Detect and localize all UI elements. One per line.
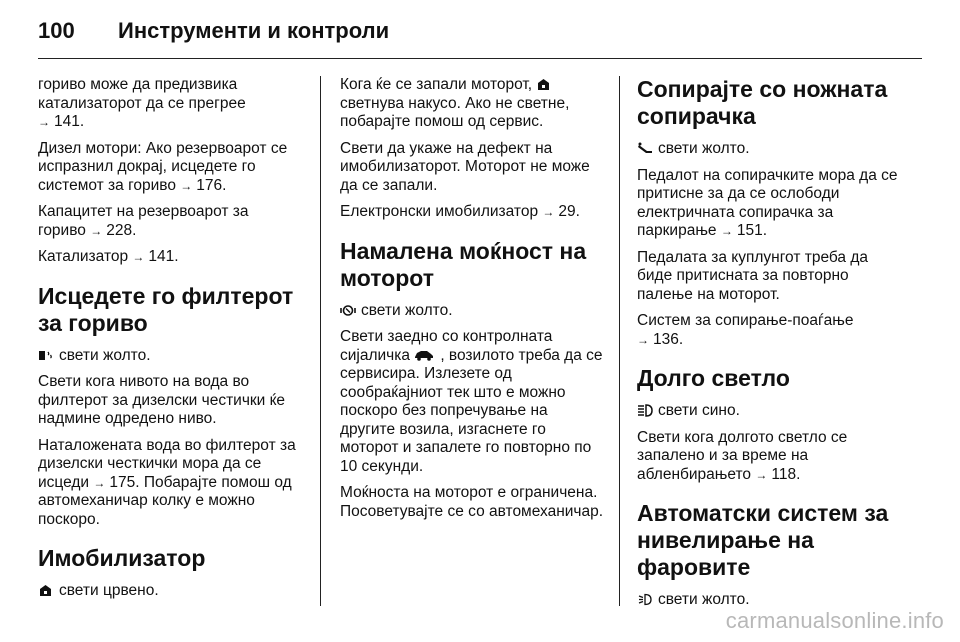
paragraph: Педалот на сопирачките мора да се притисне за да се ослободи електричната сопирачка за паркирање → 151. <box>637 167 903 241</box>
paragraph: Свети да укаже на дефект на имобилизаторот. Моторот не може да се запали. <box>340 139 590 194</box>
page-reference: → 29. <box>542 203 580 220</box>
column-2 <box>340 76 606 529</box>
paragraph: Моќноста на моторот е ограничена. Посоветувајте се со автомеханичар. <box>340 484 604 520</box>
page-reference: → 141. <box>132 248 178 265</box>
paragraph: Систем за сопирање-поаѓање → 136. <box>637 312 903 349</box>
paragraph: Педалата за куплунгот треба да биде притисната за повторно палење на моторот. <box>637 248 869 303</box>
page-number: 100 <box>38 18 75 43</box>
indicator-line: свети црвено. <box>38 582 300 601</box>
paragraph: Дизел мотори: Ако резервоарот се испразнил докрај, исцедете го системот за гориво → 176. <box>38 140 300 196</box>
paragraph: Свети заедно со контролната сијаличка , возилото треба да се сервисира. Излезете од сообраќајниот тек што е можно поскоро без попречување на другите возила, изгаснете го моторот и запалете го повторно по 10 секунди. <box>340 328 603 475</box>
immobilizer-icon <box>38 584 53 596</box>
page-reference: → 176. <box>180 177 226 194</box>
water-in-fuel-icon <box>38 349 53 361</box>
section-heading-reduced-power: Намалена моќност на моторот <box>340 237 587 291</box>
section-heading-high-beam: Долго светло <box>637 365 790 391</box>
column-3 <box>637 76 903 618</box>
column-1 <box>38 76 300 609</box>
page-reference: → 118. <box>755 466 800 483</box>
paragraph: Свети кога нивото на вода во филтерот за дизелски честички ќе надмине одредено ниво. <box>38 373 286 427</box>
paragraph: гориво може да предизвика катализаторот да се прегрее → 141. <box>38 76 300 132</box>
page-reference: → 136. <box>637 331 683 348</box>
headlight-leveling-icon <box>637 593 652 605</box>
page-reference: → 228. <box>90 222 136 239</box>
column-divider <box>320 76 321 606</box>
section-heading-fuel-filter: Исцедете го филтерот за гориво <box>38 282 294 336</box>
indicator-line: свети жолто. <box>340 302 606 321</box>
indicator-line: свети жолто. <box>637 140 903 159</box>
header-rule <box>38 58 922 59</box>
indicator-line: свети жолто. <box>637 591 903 610</box>
section-heading-headlight-leveling: Автоматски систем за нивелирање на фаровите <box>637 500 889 580</box>
paragraph: Наталожената вода во филтерот за дизелски честкички мора да се исцеди → 175. Побарајте помош од автомеханичар колку е можно поскоро. <box>38 437 300 530</box>
high-beam-icon <box>637 404 652 416</box>
watermark: carmanualsonline.info <box>725 608 944 633</box>
service-vehicle-icon <box>414 349 434 361</box>
paragraph: Свети кога долгото светло се запалено и за време на абленбирањето → 118. <box>637 429 903 485</box>
paragraph: Кога ќе се запали моторот, светнува накусо. Ако не светне, побарајте помош од сервис. <box>340 76 570 130</box>
paragraph: Електронски имобилизатор → 29. <box>340 203 606 222</box>
page-header <box>38 18 389 44</box>
indicator-line: свети сино. <box>637 402 903 421</box>
page-reference: → 141. <box>38 113 84 130</box>
paragraph: Катализатор → 141. <box>38 248 300 267</box>
immobilizer-icon <box>536 78 551 90</box>
page-reference: → 175. <box>93 474 139 491</box>
page-reference: → 151. <box>721 222 767 239</box>
foot-pedal-icon <box>637 142 652 154</box>
indicator-line: свети жолто. <box>38 347 300 366</box>
section-heading-immobilizer: Имобилизатор <box>38 545 206 571</box>
section-heading-brake-pedal: Сопирајте со ножната сопирачка <box>637 76 888 129</box>
page-title: Инструменти и контроли <box>118 18 390 43</box>
engine-power-icon <box>340 304 355 316</box>
paragraph: Капацитет на резервоарот за гориво → 228. <box>38 203 300 240</box>
column-divider <box>619 76 620 606</box>
